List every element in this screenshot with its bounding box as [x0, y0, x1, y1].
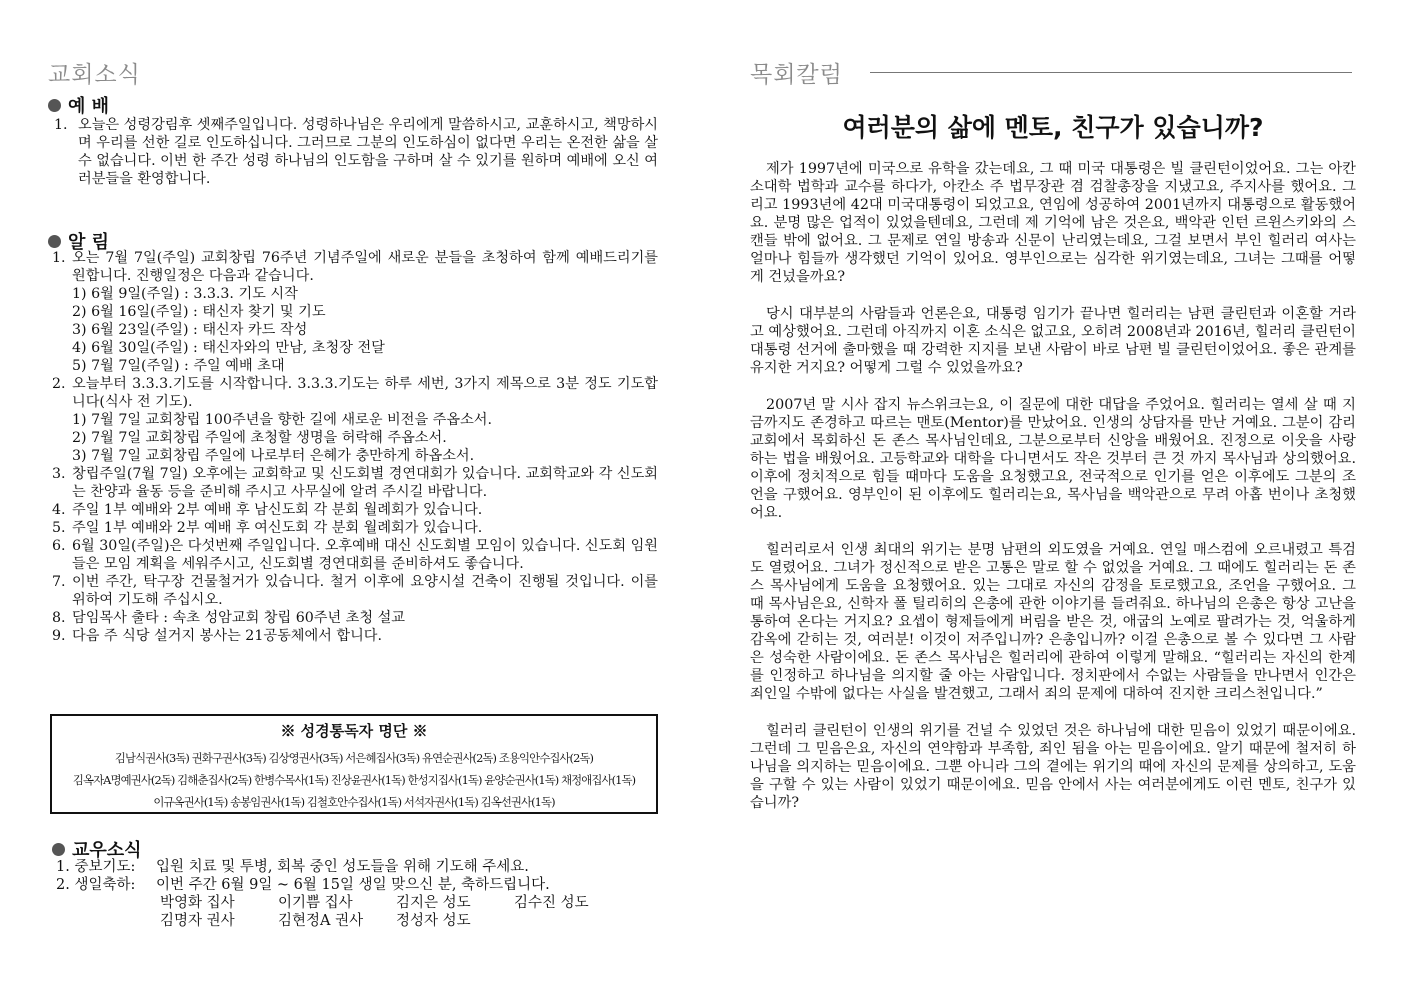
notices-list	[48, 249, 658, 645]
item-text: 주일 1부 예배와 2부 예배 후 남신도회 각 분회 월례회가 있습니다.	[72, 502, 483, 518]
worship-heading	[48, 92, 109, 118]
sub-item: 2) 6월 16일(주일) : 태신자 찾기 및 기도	[72, 304, 326, 320]
item-number: 7.	[52, 574, 66, 590]
notices-heading-text: 알 림	[68, 232, 110, 253]
birthday-name: 김지은 성도	[396, 895, 471, 911]
worship-heading-text: 예 배	[68, 96, 110, 117]
sub-item: 1) 6월 9일(주일) : 3.3.3. 기도 시작	[72, 286, 298, 302]
members-heading-text: 교우소식	[72, 840, 142, 861]
item-number: 2.	[52, 376, 66, 392]
bible-readers-title: ※ 성경통독자 명단 ※	[280, 722, 428, 740]
paragraph: 힐러리로서 인생 최대의 위기는 분명 남편의 외도였을 거예요. 연일 매스컴에 오르내렸고 특검도 열렸어요. 그녀가 정신적으로 받은 고통은 말로 할 수 없었을 거예요. 그 때에도 힐러리는 돈 존스 목사님에게 도움을 요청했어요. 있는 그대로 자신의 감정을 토로했고요, 조언을 구했어요. 그 때 목사님은요, 신학자 폴 틸리히의 은총에 관한 이야기를 들려줘요. 하나님의 은총은 항상 고난을 통하여 온다는 거지요? 요셉이 형제들에게 버림을 받은 것, 애굽의 노예로 팔려가는 것, 억울하게 감옥에 갇히는 것, 여러분! 이것이 저주입니까? 은총입니까? 이걸 은총으로 볼 수 있다면 그 사람은 성숙한 사람이에요. 돈 존스 목사님은 힐러리에 관하여 이렇게 말해요. “힐러리는 자신의 한계를 인정하고 하나님을 의지할 줄 아는 사람입니다. 정치판에서 수없는 사람들을 만나면서 인간은 죄인일 수밖에 없다는 사실을 발견했고, 그래서 죄의 문제에 대하여 진지한 크리스천입니다.”	[750, 542, 1356, 702]
bible-readers-line: 김옥자A명예권사(2독) 김해춘집사(2독) 한병수목사(1독) 진상윤권사(1독) 한성지집사(1독) 윤양순권사(1독) 채정애집사(1독)	[72, 773, 636, 787]
church-news-title: 교회소식	[48, 62, 141, 88]
bullet-dot-icon	[48, 235, 61, 248]
paragraph: 당시 대부분의 사람들과 언론은요, 대통령 임기가 끝나면 힐러리는 남편 클린턴과 이혼할 거라고 예상했어요. 그런데 아직까지 이혼 소식은 없고요, 오히려 2008년과 2016년, 힐러리 클린턴이 대통령 선거에 출마했을 때 강력한 지지를 보낸 사람이 바로 남편 빌 클린턴이었어요. 좋은 관계를 유지한 거지요? 어떻게 그럴 수 있었을까요?	[750, 306, 1356, 376]
paragraph: 2007년 말 시사 잡지 뉴스위크는요, 이 질문에 대한 대답을 주었어요. 힐러리는 열세 살 때 지금까지도 존경하고 따르는 맨토(Mentor)를 만났어요. 인생의 상담자를 만난 거예요. 그분이 감리교회에서 목회하신 돈 존스 목사님인데요, 그분으로부터 신앙을 배웠어요. 진정으로 이웃을 사랑하는 법을 배웠어요. 고등학교와 대학을 다니면서도 작은 것부터 큰 것 까지 목사님과 상의했어요. 이후에 정치적으로 힘들 때마다 도움을 요청했고요, 전국적으로 인기를 얻은 이후에도 그분의 조언을 구했어요. 영부인이 된 이후에도 힐러리는요, 목사님을 백악관으로 무려 아홉 번이나 초청했어요.	[750, 397, 1356, 521]
bullet-dot-icon	[52, 843, 65, 856]
list-item	[48, 537, 658, 573]
birthday-text: 이번 주간 6월 9일 ~ 6월 15일 생일 맞으신 분, 축하드립니다.	[156, 877, 550, 893]
list-item	[48, 249, 658, 375]
worship-list	[48, 116, 658, 188]
paragraph: 힐러리 클린턴이 인생의 위기를 건널 수 있었던 것은 하나님에 대한 믿음이 있었기 때문이에요. 그런데 그 믿음은요, 자신의 연약함과 부족함, 죄인 됨을 아는 믿음이에요. 알기 때문에 철저히 하나님을 의지하는 믿음이에요. 그뿐 아니라 그의 곁에는 위기의 때에 자신의 문제를 상의하고, 도움을 구할 수 있는 사람이 있었기 때문이에요. 믿음 안에서 사는 여러분에게도 이런 멘토, 친구가 있습니까?	[750, 723, 1356, 811]
item-number: 9.	[52, 628, 66, 644]
sub-item: 3) 7월 7일 교회창립 주일에 나로부터 은혜가 충만하게 하옵소서.	[72, 448, 475, 464]
birthday-name: 이기쁨 집사	[278, 895, 353, 911]
sub-item: 3) 6월 23일(주일) : 태신자 카드 작성	[72, 322, 308, 338]
birthday-name: 김명자 권사	[160, 913, 235, 929]
prayer-text: 입원 치료 및 투병, 회복 중인 성도들을 위해 기도해 주세요.	[156, 859, 529, 875]
list-item	[48, 465, 658, 501]
birthday-label: 2. 생일축하:	[56, 877, 136, 893]
bible-readers-line: 이규옥권사(1독) 송봉임권사(1독) 김철호안수집사(1독) 서석자권사(1독) 김옥선권사(1독)	[153, 795, 555, 809]
paragraph: 제가 1997년에 미국으로 유학을 갔는데요, 그 때 미국 대통령은 빌 클린턴이었어요. 그는 아칸소대학 법학과 교수를 하다가, 아칸소 주 법무장관 겸 검찰총장을 지냈고요, 주지사를 했어요. 그리고 1993년에 42대 미국대통령이 되었고요, 연임에 성공하여 2001년까지 대통령으로 활동했어요. 분명 많은 업적이 있었을텐데요, 그런데 제 기억에 남은 것은요, 백악관 인턴 르윈스키와의 스캔들 밖에 없어요. 그 문제로 연일 방송과 신문이 난리였는데요, 그걸 보면서 부인 힐러리 여사는 얼마나 힘들까 생각했던 기억이 있어요. 영부인으로는 심각한 위기였는데요, 그녀는 그때를 어떻게 건넜을까요?	[750, 161, 1356, 285]
list-item	[48, 627, 658, 645]
sub-item: 4) 6월 30일(주일) : 태신자와의 만남, 초청장 전달	[72, 340, 385, 356]
list-item	[48, 375, 658, 465]
list-item	[48, 501, 658, 519]
item-text: 이번 주간, 탁구장 건물철거가 있습니다. 철거 이후에 요양시설 건축이 진행될 것입니다. 이를 위하여 기도해 주십시오.	[72, 574, 658, 608]
sub-item: 2) 7월 7일 교회창립 주일에 초청할 생명을 허락해 주옵소서.	[72, 430, 447, 446]
list-item	[48, 116, 658, 188]
birthday-name: 정성자 성도	[396, 913, 471, 929]
birthday-name: 김현정A 권사	[278, 913, 364, 929]
item-text: 다음 주 식당 설거지 봉사는 21공동체에서 합니다.	[72, 628, 383, 644]
bible-readers-line: 김남식권사(3독) 권화구권사(3독) 김상영권사(3독) 서은혜집사(3독) 유연순권사(2독) 조용익안수집사(2독)	[114, 751, 594, 765]
item-number: 4.	[52, 502, 66, 518]
bible-readers-box	[50, 714, 658, 814]
item-text: 오는 7월 7일(주일) 교회창립 76주년 기념주일에 새로운 분들을 초청하여 함께 예배드리기를 원합니다. 진행일정은 다음과 같습니다.	[72, 250, 658, 284]
sub-item: 5) 7월 7일(주일) : 주일 예배 초대	[72, 358, 285, 374]
item-number: 3.	[52, 466, 66, 482]
column-headline: 여러분의 삶에 멘토, 친구가 있습니까?	[842, 113, 1264, 142]
pastor-column-title: 목회칼럼	[750, 62, 843, 88]
item-text: 오늘부터 3.3.3.기도를 시작합니다. 3.3.3.기도는 하루 세번, 3가지 제목으로 3분 정도 기도합니다(식사 전 기도).	[72, 376, 658, 410]
item-text: 오늘은 성령강림후 셋째주일입니다. 성령하나님은 우리에게 말씀하시고, 교훈하시고, 책망하시며 우리를 선한 길로 인도하십니다. 그러므로 그분의 인도하심이 없다면 우리는 온전한 삶을 살 수 없습니다. 이번 한 주간 성령 하나님의 인도함을 구하며 살 수 있기를 원하며 예배에 오신 여러분들을 환영합니다.	[78, 117, 658, 187]
sub-item: 1) 7월 7일 교회창립 100주년을 향한 길에 새로운 비전을 주옵소서.	[72, 412, 493, 428]
list-item	[48, 609, 658, 627]
birthday-names-row	[160, 894, 589, 912]
item-number: 6.	[52, 538, 66, 554]
list-item	[48, 573, 658, 609]
item-number: 1.	[52, 250, 66, 266]
birthday-names-row	[160, 912, 589, 930]
item-number: 8.	[52, 610, 66, 626]
bullet-dot-icon	[48, 99, 61, 112]
birthday-name: 박영화 집사	[160, 895, 235, 911]
title-divider	[870, 72, 1352, 73]
item-text: 담임목사 출타 : 속초 성암교회 창립 60주년 초청 설교	[72, 610, 406, 626]
item-number: 1.	[54, 117, 68, 133]
birthday-name: 김수진 성도	[514, 895, 589, 911]
prayer-label: 1. 중보기도:	[56, 859, 136, 875]
item-text: 창립주일(7월 7일) 오후에는 교회학교 및 신도회별 경연대회가 있습니다. 교회학교와 각 신도회는 찬양과 율동 등을 준비해 주시고 사무실에 알려 주시길 바랍니다.	[72, 466, 658, 500]
item-number: 5.	[52, 520, 66, 536]
right-page	[702, 0, 1403, 992]
list-item	[48, 519, 658, 537]
column-body	[750, 160, 1356, 831]
members-news	[56, 858, 589, 930]
item-text: 6월 30일(주일)은 다섯번째 주일입니다. 오후예배 대신 신도회별 모임이 있습니다. 신도회 임원들은 모임 계획을 세워주시고, 신도회별 경연대회를 준비하셔도 좋습니다.	[72, 538, 658, 572]
item-text: 주일 1부 예배와 2부 예배 후 여신도회 각 분회 월례회가 있습니다.	[72, 520, 483, 536]
